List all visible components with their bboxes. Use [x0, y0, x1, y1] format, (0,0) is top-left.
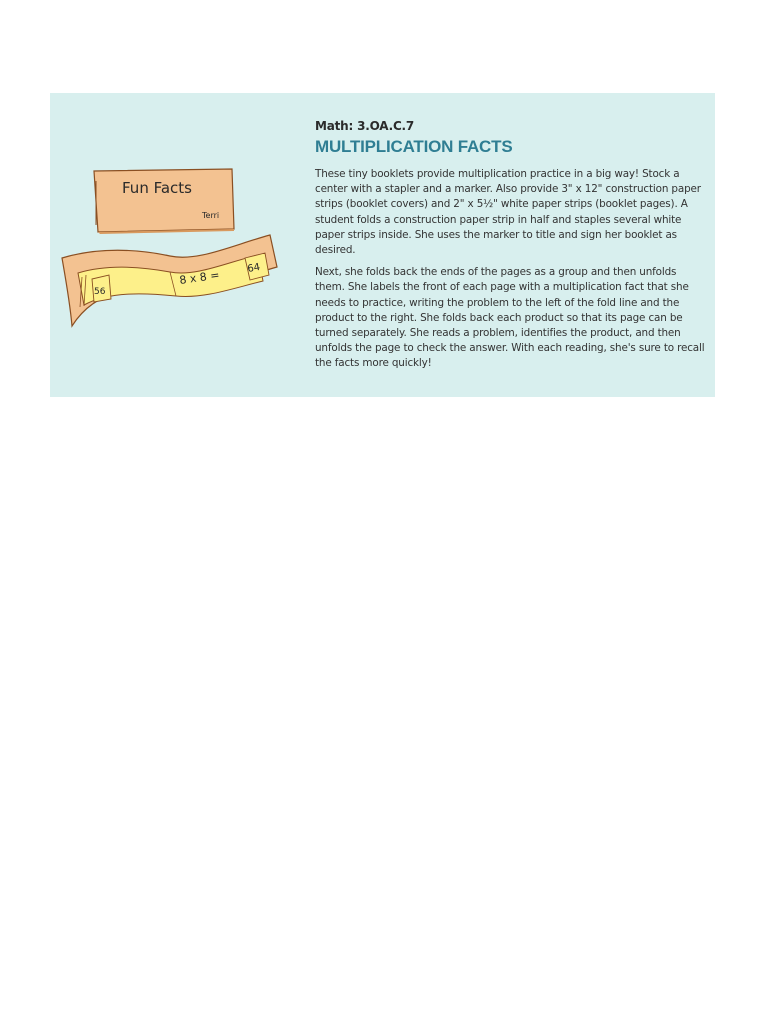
cover-title: Fun Facts [122, 179, 192, 197]
activity-title: MULTIPLICATION FACTS [315, 137, 513, 156]
activity-content [315, 119, 705, 379]
standard-label: Math: 3.OA.C.7 [315, 119, 415, 133]
booklet-illustration [58, 163, 290, 363]
activity-card [50, 93, 715, 397]
page-right-number: 64 [246, 261, 262, 275]
open-booklet [62, 235, 277, 326]
paragraph-2: Next, she folds back the ends of the pages as a group and then unfolds them. She labels the front of each page with a multiplication fact that she needs to practice, writing the problem to the left of the fold line and the product to the right. She folds back each product so that its page can be turned separately. She reads a problem, identifies the product, and then unfolds the page to check the answer. With each reading, she's sure to recall the facts more quickly! [315, 266, 705, 370]
cover-author: Terri [202, 211, 220, 220]
page-problem: 8 x 8 = [178, 268, 221, 287]
paragraph-1: These tiny booklets provide multiplication practice in a big way! Stock a center with a stapler and a marker. Also provide 3" x 12" construction paper strips (booklet covers) and 2" x 5½" white paper strips (booklet pages). A student folds a construction paper strip in half and staples several white paper strips inside. She uses the marker to title and sign her booklet as desired. [315, 168, 701, 257]
closed-booklet-cover [94, 169, 234, 234]
page-left-number: 56 [94, 287, 106, 297]
